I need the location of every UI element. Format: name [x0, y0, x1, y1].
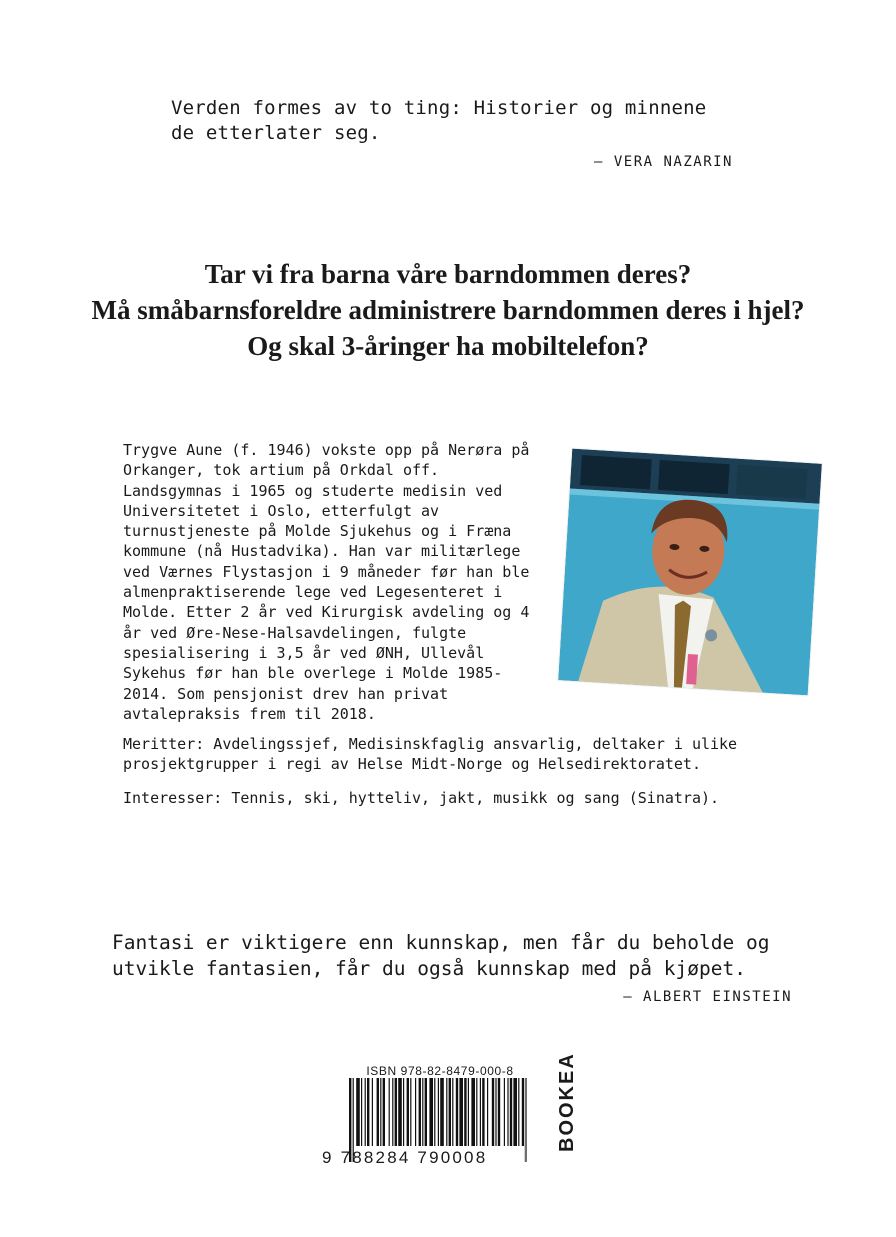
barcode-bar: [498, 1078, 500, 1150]
barcode-bar: [446, 1078, 447, 1150]
barcode-bar: [487, 1078, 488, 1150]
barcode-bar: [398, 1078, 402, 1150]
barcode-bar: [365, 1078, 366, 1150]
author-interests: Interesser: Tennis, ski, hytteliv, jakt, musikk og sang (Sinatra).: [123, 789, 720, 807]
barcode-bar: [513, 1078, 517, 1150]
bottom-quote-attribution: – ALBERT EINSTEIN: [623, 989, 792, 1005]
question-line-1: Tar vi fra barna våre barndommen deres?: [204, 259, 692, 289]
barcode-bar: [372, 1078, 373, 1150]
barcode-bar: [367, 1078, 369, 1150]
barcode-bar: [518, 1078, 519, 1150]
barcode-bar: [429, 1078, 433, 1150]
barcode-bar: [449, 1078, 451, 1150]
publisher-logo: BOOKEA: [556, 1052, 578, 1152]
barcode-bar: [361, 1078, 362, 1150]
barcode-bar: [507, 1078, 508, 1150]
barcode-bar: [380, 1078, 381, 1150]
top-quote-attribution: – VERA NAZARIN: [593, 154, 733, 170]
barcode-bar: [440, 1078, 444, 1150]
barcode-bar: [452, 1078, 453, 1150]
barcode-bar: [419, 1078, 421, 1150]
barcode-bar: [407, 1078, 409, 1150]
barcode-bar: [492, 1078, 494, 1150]
barcode-bar: [392, 1078, 393, 1150]
barcode-bar: [464, 1078, 466, 1150]
barcode-bar: [395, 1078, 397, 1150]
barcode-bar: [434, 1078, 435, 1150]
bottom-quote-text: Fantasi er viktigere enn kunnskap, men får du beholde og utvikle fantasien, får du også kunnskap med på kjøpet.: [112, 931, 770, 980]
author-bio-paragraph: Trygve Aune (f. 1946) vokste opp på Nerøra på Orkanger, tok artium på Orkdal off. Landsgymnas i 1965 og studerte medisin ved Universitetet i Oslo, etterfulgt av turnustjeneste på Molde Sjukehus og i Fræna kommune (nå Hustadvika). Han var militærlege ved Værnes Flystasjon i 9 måneder før han ble almenpraktiserende lege ved Legesenteret i Molde. Etter 2 år ved Kirurgisk avdeling og 4 år ved Øre-Nese-Halsavdelingen, fulgte spesialisering i 3,5 år ved ØNH, Ullevål Sykehus før han ble overlege i Molde 1985-2014. Som pensjonist drev han privat avtalepraksis frem til 2018.: [123, 441, 530, 723]
barcode-bar: [510, 1078, 512, 1150]
barcode-bar: [410, 1078, 411, 1150]
top-quote: [171, 96, 751, 175]
isbn-barcode-digits: 9 788284 790008: [322, 1148, 488, 1167]
barcode-bar: [504, 1078, 505, 1150]
bottom-quote: [112, 930, 802, 1010]
barcode-bar: [476, 1078, 477, 1150]
barcode-bar: [383, 1078, 385, 1150]
barcode-bar: [403, 1078, 404, 1150]
barcode-bar: [456, 1078, 458, 1150]
barcode-bar: [482, 1078, 484, 1150]
top-quote-text: Verden formes av to ting: Historier og minnene de etterlater seg.: [171, 97, 707, 144]
headline-questions: [60, 256, 836, 364]
question-line-3: Og skal 3-åringer ha mobiltelefon?: [247, 331, 649, 361]
barcode-bar: [422, 1078, 423, 1150]
barcode-bar: [471, 1078, 475, 1150]
barcode-bar: [389, 1078, 390, 1150]
barcode-bar: [468, 1078, 469, 1150]
author-merits: Meritter: Avdelingssjef, Medisinskfaglig ansvarlig, deltaker i ulike prosjektgrupper i regi av Helse Midt-Norge og Helsedirektoratet.: [123, 735, 738, 774]
barcode-bar: [425, 1078, 427, 1150]
barcode-bar: [480, 1078, 481, 1150]
barcode-bar: [438, 1078, 439, 1150]
author-photo: [558, 449, 822, 696]
barcode-bar: [356, 1078, 360, 1150]
barcode-bar: [377, 1078, 379, 1150]
barcode-bar: [415, 1078, 416, 1150]
isbn-label: ISBN 978-82-8479-000-8: [366, 1064, 514, 1078]
question-line-2: Må småbarnsforeldre administrere barndommen deres i hjel?: [91, 295, 805, 325]
barcode-bar: [495, 1078, 496, 1150]
